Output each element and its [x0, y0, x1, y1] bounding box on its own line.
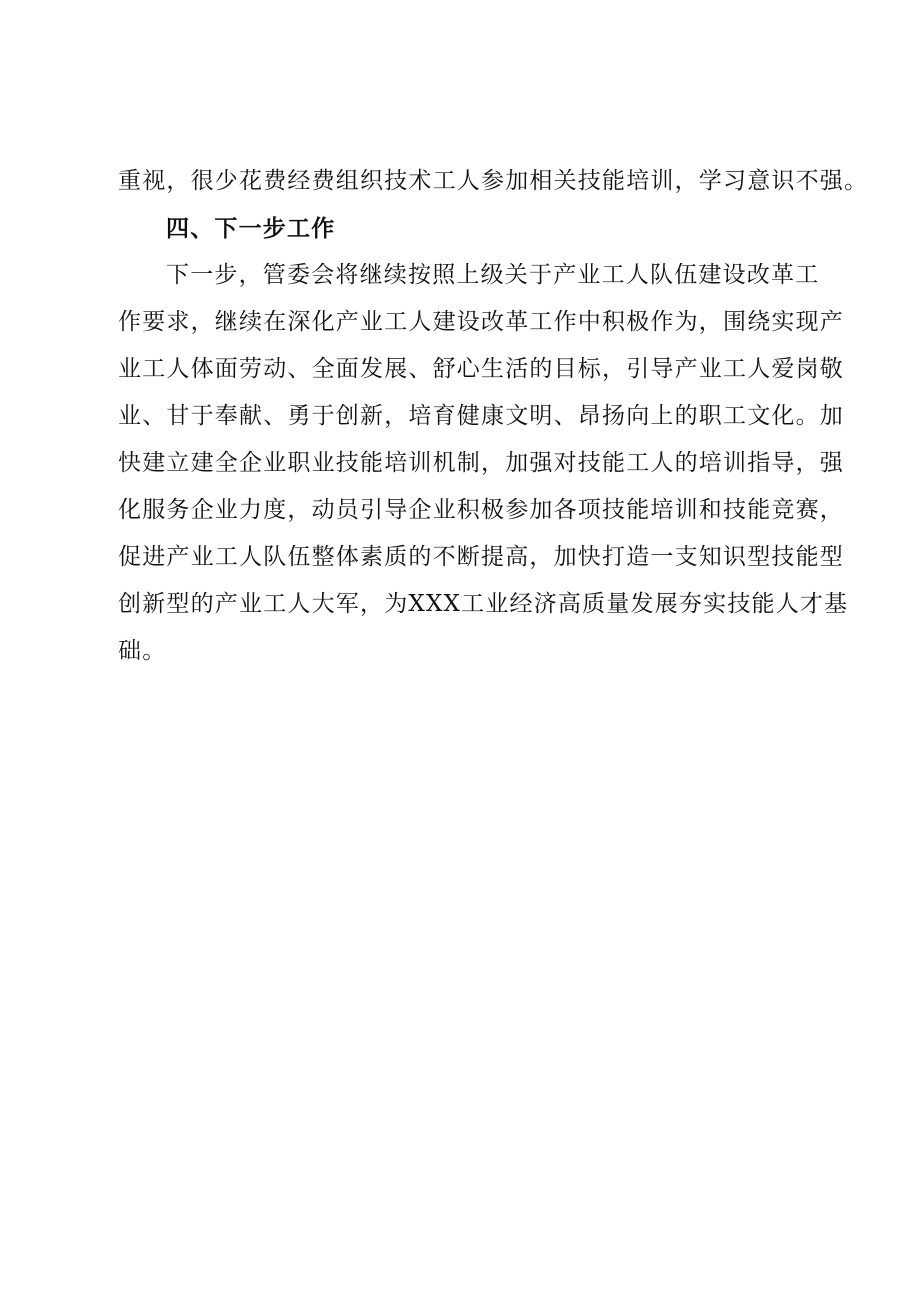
paragraph-line-6: 化服务企业力度，动员引导企业积极参加各项技能培训和技能竞赛，: [118, 497, 844, 523]
document-body: [118, 158, 869, 675]
paragraph-line-3: 业工人体面劳动、全面发展、舒心生活的目标，引导产业工人爱岗敬: [118, 356, 844, 382]
paragraph-line-1: 下一步，管委会将继续按照上级关于产业工人队伍建设改革工: [166, 262, 820, 288]
section-heading: 四、下一步工作: [166, 215, 336, 242]
continuation-line: 重视，很少花费经费组织技术工人参加相关技能培训，学习意识不强。: [118, 168, 869, 194]
paragraph-line-2: 作要求，继续在深化产业工人建设改革工作中积极作为，围绕实现产: [118, 309, 844, 335]
paragraph-line-5: 快建立建全企业职业技能培训机制，加强对技能工人的培训指导，强: [118, 450, 844, 476]
paragraph-line-9: 础。: [118, 638, 167, 664]
paragraph-line-4: 业、甘于奉献、勇于创新，培育健康文明、昂扬向上的职工文化。加: [118, 403, 844, 429]
paragraph-line-7: 促进产业工人队伍整体素质的不断提高，加快打造一支知识型技能型: [118, 544, 844, 570]
paragraph-line-8: 创新型的产业工人大军，为XXX工业经济高质量发展夯实技能人才基: [118, 591, 849, 617]
